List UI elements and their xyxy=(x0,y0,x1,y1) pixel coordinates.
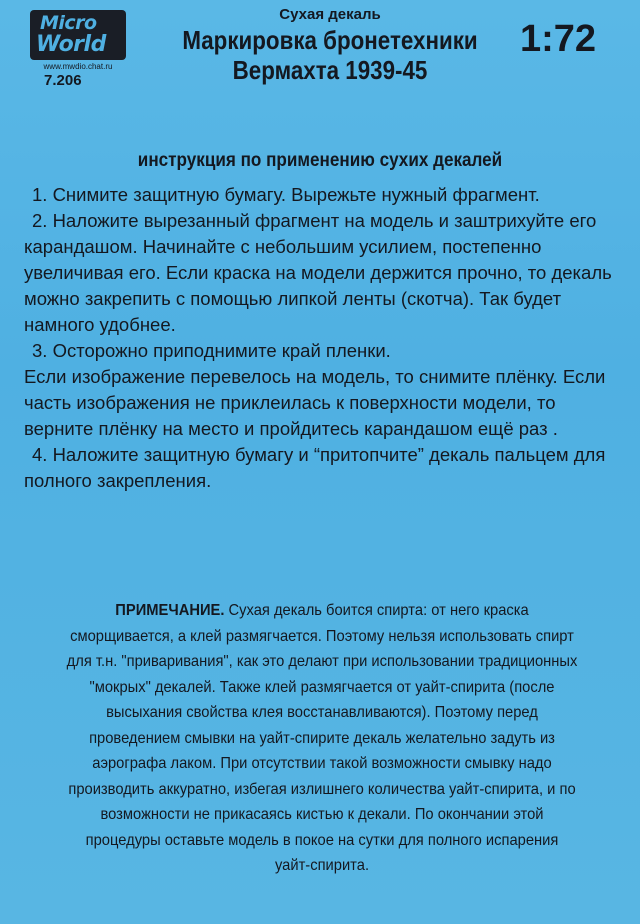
logo-url: www.mwdio.chat.ru xyxy=(43,62,113,71)
logo-badge xyxy=(30,10,126,60)
step-3-continued: Если изображение перевелось на модель, то снимите плёнку. Если часть изображения не приклеилась к поверхности модели, то верните плёнку на место и пройдитесь карандашом ещё раз . xyxy=(24,366,606,439)
note-text: Сухая декаль боится спирта: от него краска сморщивается, а клей размягчается. Поэтому нельзя использовать спирт для т.н. "приваривания", как это делают при использовании традиционных "мокрых" декалей. Также клей размягчается от уайт-спирита (после высыхания свойства клея восстанавливаются). Поэтому перед проведением смывки на уайт-спирите декаль желательно задуть из аэрографа лаком. При отсутствии такой возможности смывку надо производить аккуратно, избегая излишнего количества уайт-спирита, и по возможности не прикасаясь кистью к декали. По окончании этой процедуры оставьте модель в покое на сутки для полного испарения уайт-спирита. xyxy=(66,602,578,874)
header xyxy=(0,0,640,110)
logo-text-top: Micro xyxy=(40,12,97,34)
instructions-heading: инструкция по применению сухих декалей xyxy=(137,150,503,171)
instruction-steps xyxy=(24,182,614,494)
title-line-1: Маркировка бронетехники xyxy=(182,25,478,55)
title-block xyxy=(140,6,520,85)
title-line-2: Вермахта 1939-45 xyxy=(232,55,428,85)
decal-type: Сухая декаль xyxy=(279,6,381,23)
step-1: 1. Снимите защитную бумагу. Вырежьте нужный фрагмент. xyxy=(32,184,540,205)
step-4: 4. Наложите защитную бумагу и “притопчите” декаль пальцем для полного закрепления. xyxy=(24,444,606,491)
logo-text-bottom: World xyxy=(36,32,106,57)
brand-logo xyxy=(30,10,130,89)
step-2: 2. Наложите вырезанный фрагмент на модель и заштрихуйте его карандашом. Начинайте с небольшим усилием, постепенно увеличивая его. Если краска на модели держится прочно, то декаль можно закрепить с помощью липкой ленты (скотча). Так будет намного удобнее. xyxy=(24,210,612,335)
note-label: ПРИМЕЧАНИЕ. xyxy=(115,602,225,619)
note-paragraph xyxy=(66,598,578,879)
scale-label: 1:72 xyxy=(520,18,597,60)
step-3: 3. Осторожно приподнимите край пленки. xyxy=(32,340,391,361)
product-code: 7.206 xyxy=(44,72,82,89)
